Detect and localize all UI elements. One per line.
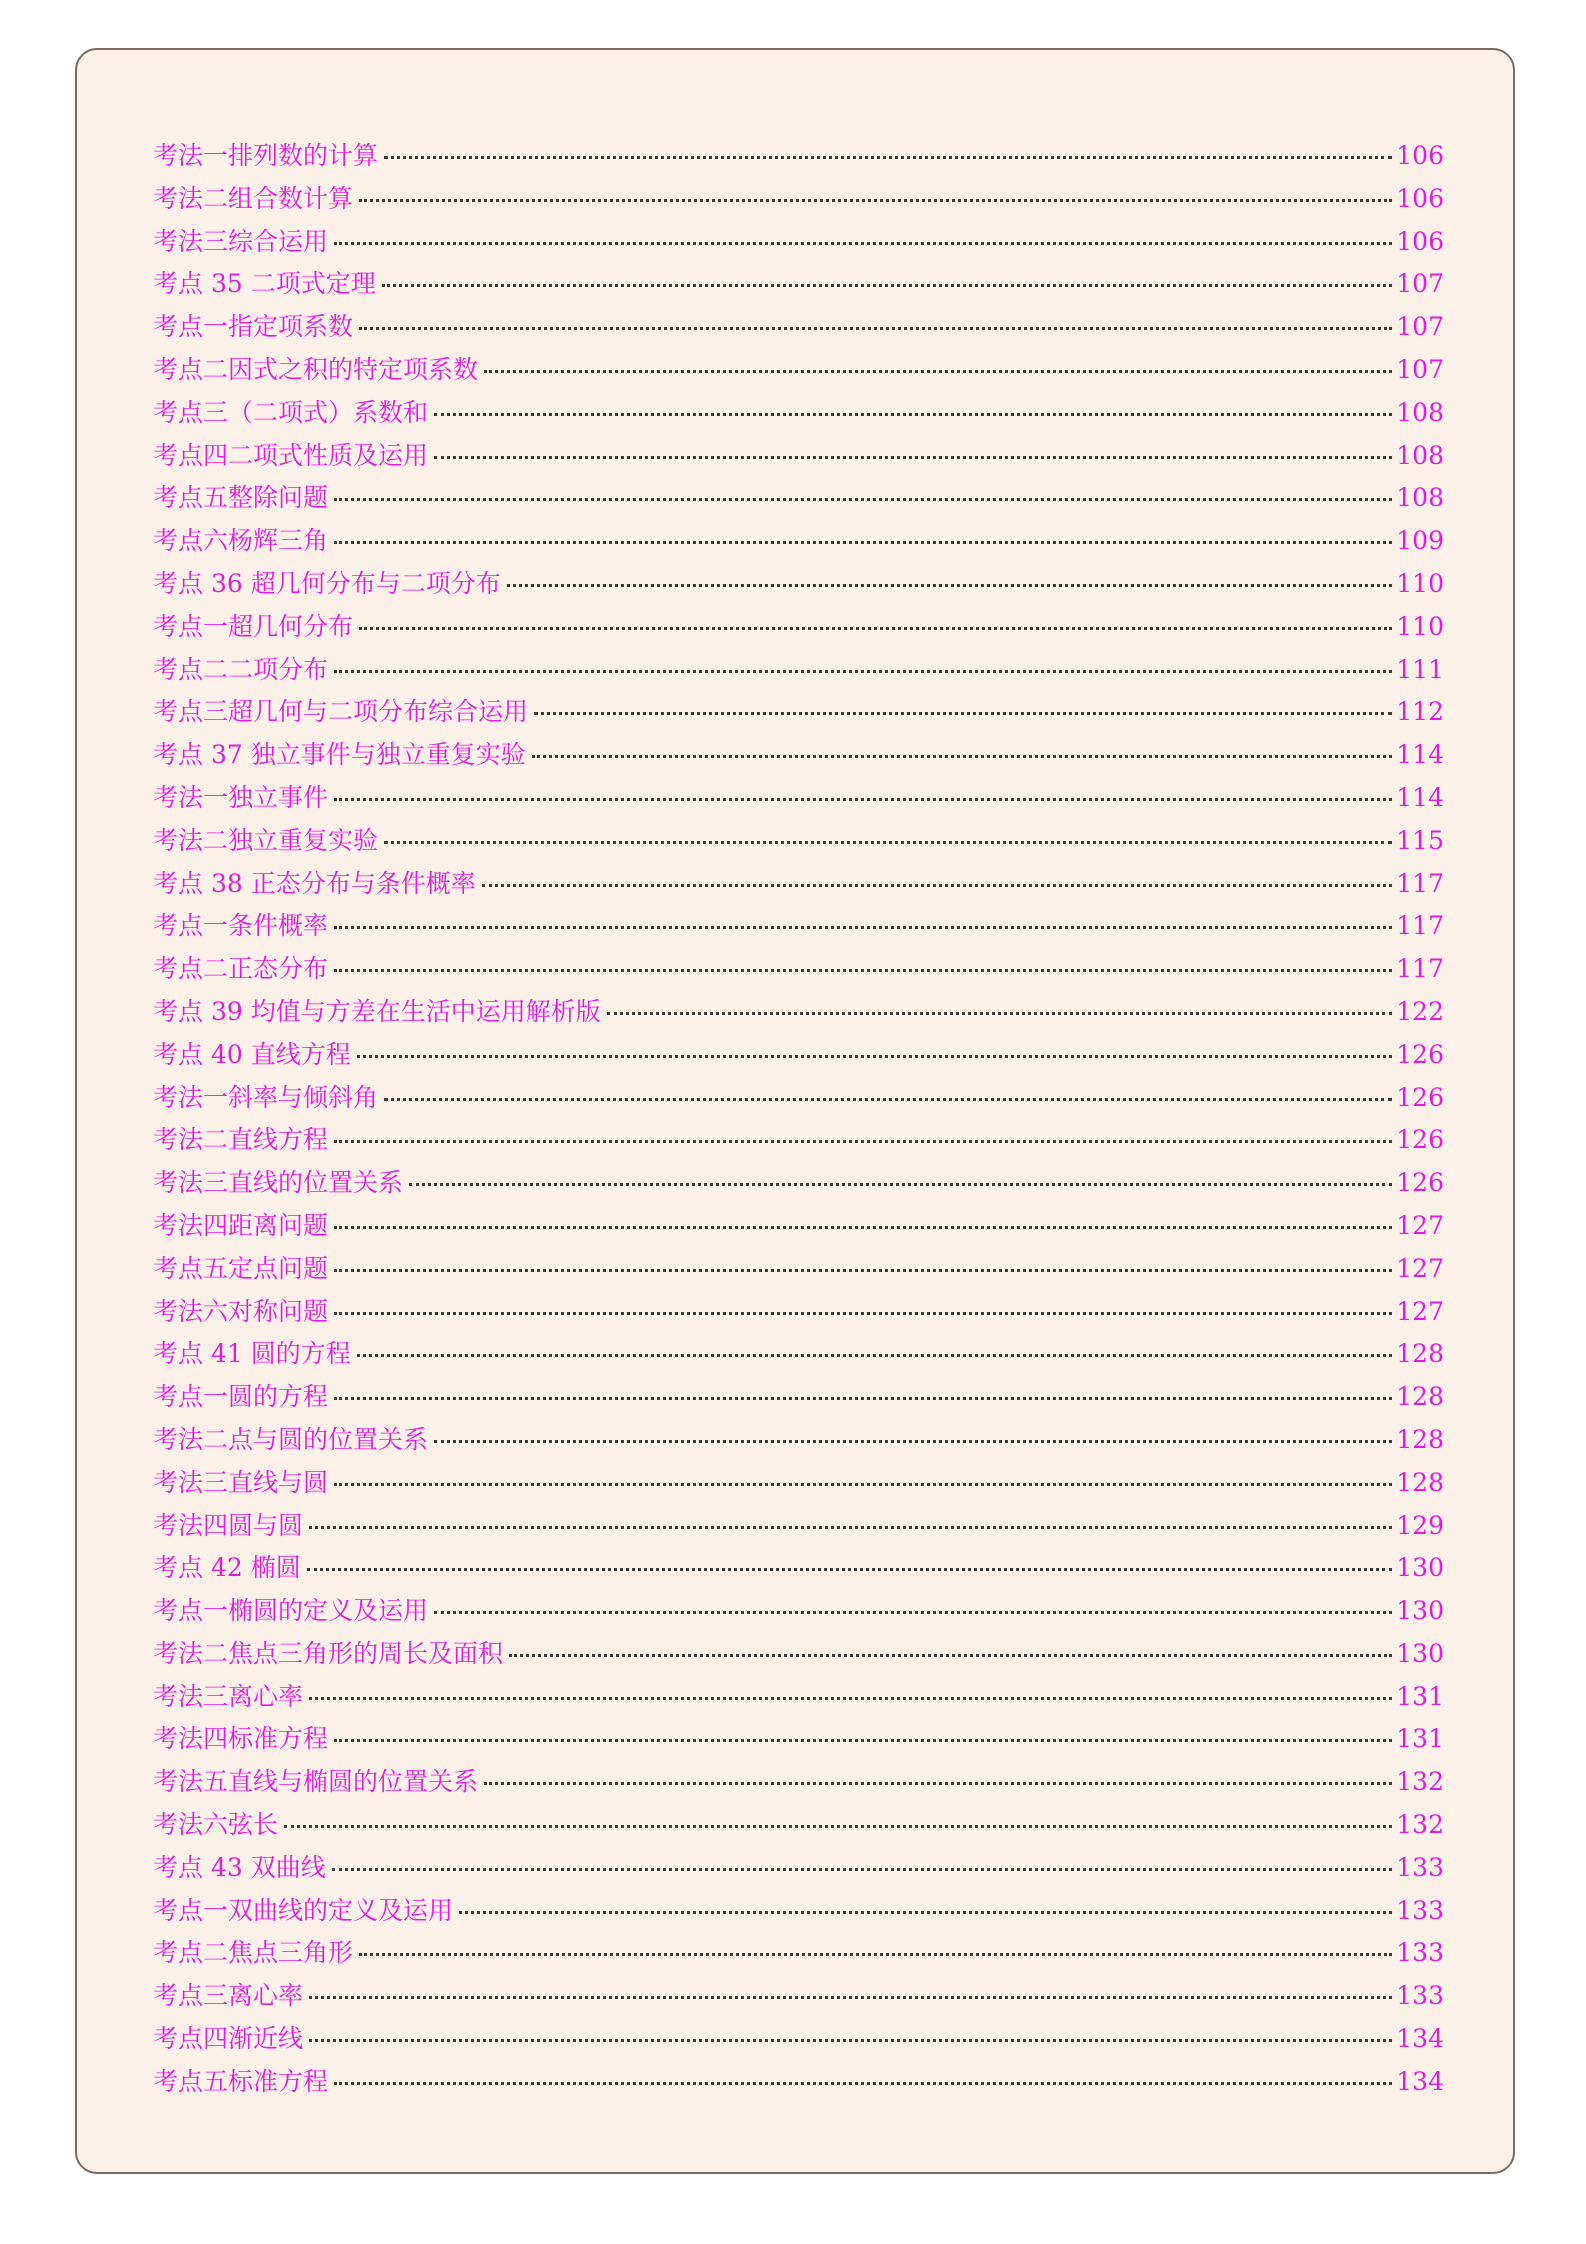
toc-entry-title: 考法四标准方程 xyxy=(153,1724,329,1754)
toc-entry[interactable] xyxy=(153,906,1444,949)
toc-entry-page-number: 134 xyxy=(1396,2024,1444,2054)
toc-entry-title: 考法一独立事件 xyxy=(153,782,329,812)
toc-entry-title: 考法三综合运用 xyxy=(153,226,329,256)
toc-dot-leader xyxy=(484,1782,1392,1785)
toc-entry-page-number: 108 xyxy=(1396,483,1444,513)
toc-dot-leader xyxy=(334,2082,1392,2085)
toc-entry-page-number: 127 xyxy=(1396,1210,1444,1240)
toc-entry[interactable] xyxy=(153,1463,1444,1506)
toc-entry-title: 考点五整除问题 xyxy=(153,483,329,513)
toc-dot-leader xyxy=(334,1312,1392,1315)
toc-entry[interactable] xyxy=(153,1120,1444,1163)
toc-dot-leader xyxy=(334,1397,1392,1400)
toc-entry-page-number: 106 xyxy=(1396,226,1444,256)
toc-dot-leader xyxy=(334,1226,1392,1229)
toc-entry[interactable] xyxy=(153,1591,1444,1634)
toc-entry-title: 考点一圆的方程 xyxy=(153,1382,329,1412)
toc-dot-leader xyxy=(507,584,1393,587)
toc-entry-title: 考法二组合数计算 xyxy=(153,183,354,213)
toc-entry-page-number: 110 xyxy=(1396,568,1444,598)
toc-entry-title: 考点一指定项系数 xyxy=(153,312,354,342)
toc-entry-page-number: 107 xyxy=(1396,269,1444,299)
toc-entry-title: 考点 37 独立事件与独立重复实验 xyxy=(153,740,526,770)
toc-entry[interactable] xyxy=(153,692,1444,735)
toc-entry[interactable] xyxy=(153,307,1444,350)
toc-dot-leader xyxy=(357,1055,1393,1058)
toc-entry[interactable] xyxy=(153,1163,1444,1206)
toc-entry-title: 考点 38 正态分布与条件概率 xyxy=(153,868,476,898)
toc-entry[interactable] xyxy=(153,1848,1444,1891)
toc-entry-title: 考点 43 双曲线 xyxy=(153,1852,326,1882)
toc-entry[interactable] xyxy=(153,821,1444,864)
toc-entry-page-number: 108 xyxy=(1396,397,1444,427)
toc-entry[interactable] xyxy=(153,564,1444,607)
toc-entry-page-number: 117 xyxy=(1396,868,1444,898)
toc-dot-leader xyxy=(484,370,1392,373)
toc-entry[interactable] xyxy=(153,949,1444,992)
toc-dot-leader xyxy=(532,755,1393,758)
toc-entry-page-number: 133 xyxy=(1396,1895,1444,1925)
toc-dot-leader xyxy=(384,1098,1392,1101)
toc-entry[interactable] xyxy=(153,735,1444,778)
toc-dot-leader xyxy=(359,199,1392,202)
toc-dot-leader xyxy=(334,498,1392,501)
toc-entry[interactable] xyxy=(153,1377,1444,1420)
toc-dot-leader xyxy=(334,1140,1392,1143)
toc-entry-title: 考点 41 圆的方程 xyxy=(153,1339,351,1369)
toc-entry-title: 考点六杨辉三角 xyxy=(153,526,329,556)
toc-entry-title: 考点 40 直线方程 xyxy=(153,1039,351,1069)
toc-entry-page-number: 128 xyxy=(1396,1424,1444,1454)
toc-dot-leader xyxy=(384,156,1392,159)
toc-entry-title: 考点三超几何与二项分布综合运用 xyxy=(153,697,529,727)
toc-dot-leader xyxy=(332,1868,1393,1871)
toc-entry[interactable] xyxy=(153,1078,1444,1121)
toc-dot-leader xyxy=(434,1611,1392,1614)
toc-entry-title: 考点二因式之积的特定项系数 xyxy=(153,354,479,384)
toc-entry-page-number: 117 xyxy=(1396,954,1444,984)
toc-entry-title: 考点 36 超几何分布与二项分布 xyxy=(153,568,501,598)
toc-dot-leader xyxy=(534,712,1392,715)
toc-dot-leader xyxy=(334,926,1392,929)
toc-entry-title: 考点五标准方程 xyxy=(153,2066,329,2096)
table-of-contents xyxy=(153,136,1444,2105)
toc-entry-page-number: 126 xyxy=(1396,1082,1444,1112)
toc-entry[interactable] xyxy=(153,393,1444,436)
toc-entry[interactable] xyxy=(153,136,1444,179)
toc-entry-title: 考点二正态分布 xyxy=(153,954,329,984)
toc-entry-page-number: 107 xyxy=(1396,354,1444,384)
toc-entry-page-number: 132 xyxy=(1396,1767,1444,1797)
toc-entry-title: 考法二直线方程 xyxy=(153,1125,329,1155)
toc-entry-title: 考点三离心率 xyxy=(153,1981,304,2011)
toc-entry-page-number: 133 xyxy=(1396,1938,1444,1968)
toc-dot-leader xyxy=(359,327,1392,330)
toc-entry-page-number: 130 xyxy=(1396,1596,1444,1626)
toc-entry-title: 考法一排列数的计算 xyxy=(153,141,379,170)
toc-entry-title: 考点四渐近线 xyxy=(153,2024,304,2054)
toc-dot-leader xyxy=(307,1568,1393,1571)
toc-entry-page-number: 127 xyxy=(1396,1296,1444,1326)
toc-entry[interactable] xyxy=(153,1719,1444,1762)
toc-entry-page-number: 126 xyxy=(1396,1125,1444,1155)
toc-entry[interactable] xyxy=(153,1976,1444,2019)
toc-entry-page-number: 132 xyxy=(1396,1810,1444,1840)
toc-dot-leader xyxy=(482,884,1393,887)
toc-entry-title: 考法二焦点三角形的周长及面积 xyxy=(153,1638,504,1668)
toc-entry-page-number: 126 xyxy=(1396,1168,1444,1198)
toc-entry-page-number: 133 xyxy=(1396,1981,1444,2011)
toc-entry[interactable] xyxy=(153,179,1444,222)
toc-entry-title: 考法六弦长 xyxy=(153,1810,279,1840)
toc-dot-leader xyxy=(334,1483,1392,1486)
toc-entry[interactable] xyxy=(153,1249,1444,1292)
toc-dot-leader xyxy=(357,1354,1393,1357)
toc-entry-page-number: 114 xyxy=(1396,782,1444,812)
toc-entry-title: 考法三直线与圆 xyxy=(153,1467,329,1497)
toc-entry-title: 考点二二项分布 xyxy=(153,654,329,684)
toc-dot-leader xyxy=(384,841,1392,844)
toc-entry[interactable] xyxy=(153,1206,1444,1249)
toc-entry-page-number: 109 xyxy=(1396,526,1444,556)
toc-entry-title: 考点 42 椭圆 xyxy=(153,1553,301,1583)
toc-entry-page-number: 131 xyxy=(1396,1724,1444,1754)
toc-dot-leader xyxy=(382,284,1393,287)
toc-entry-page-number: 130 xyxy=(1396,1553,1444,1583)
toc-entry-title: 考法二独立重复实验 xyxy=(153,825,379,855)
toc-entry[interactable] xyxy=(153,264,1444,307)
toc-entry[interactable] xyxy=(153,350,1444,393)
toc-entry-title: 考点一超几何分布 xyxy=(153,611,354,641)
toc-entry-page-number: 108 xyxy=(1396,440,1444,470)
toc-entry-title: 考法二点与圆的位置关系 xyxy=(153,1424,429,1454)
toc-dot-leader xyxy=(334,798,1392,801)
toc-entry[interactable] xyxy=(153,222,1444,265)
toc-dot-leader xyxy=(434,456,1392,459)
toc-entry[interactable] xyxy=(153,1420,1444,1463)
toc-entry-title: 考法三离心率 xyxy=(153,1681,304,1711)
toc-entry-page-number: 111 xyxy=(1396,654,1444,684)
toc-dot-leader xyxy=(309,1996,1392,1999)
toc-dot-leader xyxy=(309,2039,1392,2042)
toc-entry[interactable] xyxy=(153,1634,1444,1677)
toc-entry[interactable] xyxy=(153,2019,1444,2062)
toc-entry-page-number: 112 xyxy=(1396,697,1444,727)
toc-dot-leader xyxy=(334,1269,1392,1272)
toc-entry-title: 考点五定点问题 xyxy=(153,1253,329,1283)
toc-entry-page-number: 127 xyxy=(1396,1253,1444,1283)
toc-entry-page-number: 110 xyxy=(1396,611,1444,641)
toc-entry-page-number: 106 xyxy=(1396,141,1444,170)
toc-entry-page-number: 133 xyxy=(1396,1852,1444,1882)
toc-entry-page-number: 131 xyxy=(1396,1681,1444,1711)
toc-entry-title: 考法五直线与椭圆的位置关系 xyxy=(153,1767,479,1797)
toc-entry-page-number: 134 xyxy=(1396,2066,1444,2096)
toc-entry[interactable] xyxy=(153,1677,1444,1720)
toc-entry-page-number: 129 xyxy=(1396,1510,1444,1540)
toc-entry[interactable] xyxy=(153,1933,1444,1976)
toc-dot-leader xyxy=(334,670,1392,673)
toc-entry-page-number: 115 xyxy=(1396,825,1444,855)
toc-entry-page-number: 128 xyxy=(1396,1467,1444,1497)
toc-entry[interactable] xyxy=(153,2062,1444,2105)
toc-entry[interactable] xyxy=(153,1035,1444,1078)
toc-entry-title: 考点一椭圆的定义及运用 xyxy=(153,1596,429,1626)
toc-entry[interactable] xyxy=(153,992,1444,1035)
toc-entry-title: 考法六对称问题 xyxy=(153,1296,329,1326)
toc-entry-page-number: 128 xyxy=(1396,1339,1444,1369)
toc-entry-page-number: 114 xyxy=(1396,740,1444,770)
toc-dot-leader xyxy=(409,1183,1392,1186)
toc-entry-page-number: 106 xyxy=(1396,183,1444,213)
toc-entry[interactable] xyxy=(153,778,1444,821)
toc-entry[interactable] xyxy=(153,1548,1444,1591)
toc-entry[interactable] xyxy=(153,650,1444,693)
toc-dot-leader xyxy=(434,413,1392,416)
toc-dot-leader xyxy=(334,541,1392,544)
toc-entry[interactable] xyxy=(153,1334,1444,1377)
toc-entry[interactable] xyxy=(153,1506,1444,1549)
toc-dot-leader xyxy=(434,1440,1392,1443)
toc-entry[interactable] xyxy=(153,1762,1444,1805)
toc-dot-leader xyxy=(334,1739,1392,1742)
toc-entry[interactable] xyxy=(153,1891,1444,1934)
toc-entry[interactable] xyxy=(153,1805,1444,1848)
toc-entry-title: 考法三直线的位置关系 xyxy=(153,1168,404,1198)
toc-dot-leader xyxy=(309,1526,1392,1529)
toc-entry[interactable] xyxy=(153,478,1444,521)
toc-dot-leader xyxy=(359,627,1392,630)
toc-entry-title: 考点 35 二项式定理 xyxy=(153,269,376,299)
toc-entry-title: 考点四二项式性质及运用 xyxy=(153,440,429,470)
toc-dot-leader xyxy=(359,1953,1392,1956)
toc-entry-title: 考点二焦点三角形 xyxy=(153,1938,354,1968)
toc-dot-leader xyxy=(459,1911,1392,1914)
toc-entry[interactable] xyxy=(153,436,1444,479)
toc-entry-page-number: 128 xyxy=(1396,1382,1444,1412)
toc-entry-title: 考点 39 均值与方差在生活中运用解析版 xyxy=(153,996,601,1026)
toc-entry[interactable] xyxy=(153,864,1444,907)
toc-entry-title: 考法四圆与圆 xyxy=(153,1510,304,1540)
toc-dot-leader xyxy=(309,1697,1392,1700)
toc-entry-title: 考点三（二项式）系数和 xyxy=(153,397,429,427)
toc-dot-leader xyxy=(334,242,1392,245)
toc-dot-leader xyxy=(334,969,1392,972)
toc-entry-page-number: 117 xyxy=(1396,911,1444,941)
toc-dot-leader xyxy=(607,1012,1393,1015)
toc-entry-title: 考点一条件概率 xyxy=(153,911,329,941)
toc-entry-title: 考法四距离问题 xyxy=(153,1210,329,1240)
toc-entry[interactable] xyxy=(153,1292,1444,1335)
toc-dot-leader xyxy=(284,1825,1392,1828)
toc-entry-title: 考点一双曲线的定义及运用 xyxy=(153,1895,454,1925)
toc-entry-page-number: 126 xyxy=(1396,1039,1444,1069)
toc-entry-title: 考法一斜率与倾斜角 xyxy=(153,1082,379,1112)
toc-dot-leader xyxy=(509,1654,1392,1657)
toc-entry-page-number: 122 xyxy=(1396,996,1444,1026)
toc-entry[interactable] xyxy=(153,607,1444,650)
toc-entry-page-number: 130 xyxy=(1396,1638,1444,1668)
toc-entry[interactable] xyxy=(153,521,1444,564)
toc-entry-page-number: 107 xyxy=(1396,312,1444,342)
